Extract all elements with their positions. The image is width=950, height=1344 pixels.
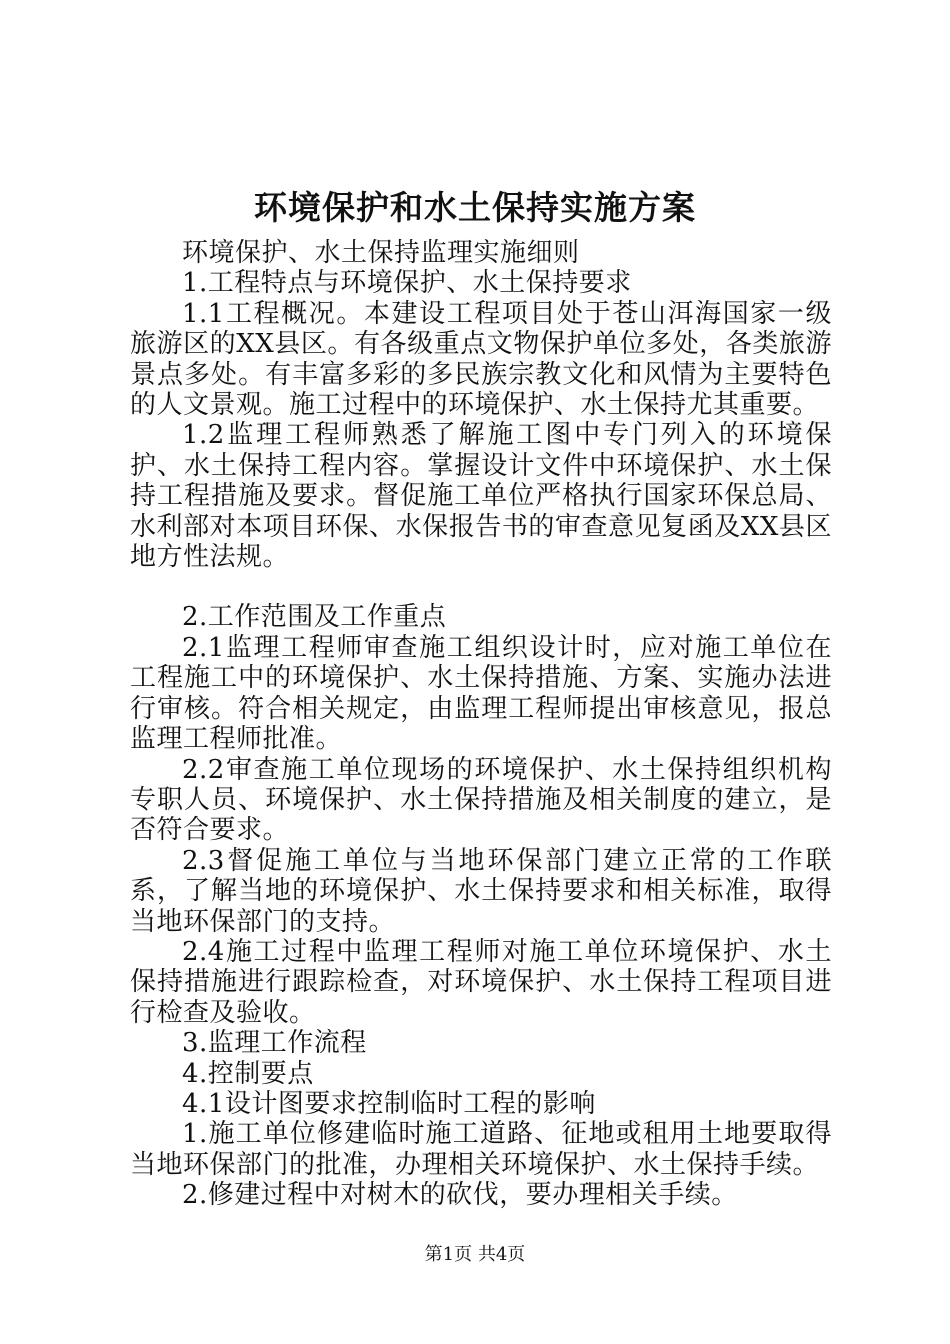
paragraph-2-3: 2.3督促施工单位与当地环保部门建立正常的工作联系，了解当地的环境保护、水土保持要求和相关标准，取得当地环保部门的支持。 [130, 845, 832, 937]
list-item-1: 1.施工单位修建临时施工道路、征地或租用土地要取得当地环保部门的批准，办理相关环境保护、水土保持手续。 [130, 1119, 832, 1180]
heading-section-1: 1.工程特点与环境保护、水土保持要求 [182, 268, 632, 299]
paragraph-subtitle: 环境保护、水土保持监理实施细则 [182, 238, 580, 268]
heading-section-4-1: 4.1设计图要求控制临时工程的影响 [182, 1088, 596, 1119]
paragraph-2-4: 2.4施工过程中监理工程师对施工单位环境保护、水土保持措施进行跟踪检查，对环境保护、水土保持工程项目进行检查及验收。 [130, 936, 832, 1028]
paragraph-1-1: 1.1工程概况。本建设工程项目处于苍山洱海国家一级旅游区的XX县区。有各级重点文物保护单位多处，各类旅游景点多处。有丰富多彩的多民族宗教文化和风情为主要特色的人文景观。施工过程中的环境保护、水土保持尤其重要。 [130, 298, 832, 421]
heading-section-3: 3.监理工作流程 [182, 1028, 367, 1059]
heading-section-4: 4.控制要点 [182, 1058, 314, 1089]
paragraph-2-2: 2.2审查施工单位现场的环境保护、水土保持组织机构专职人员、环境保护、水土保持措施及相关制度的建立，是否符合要求。 [130, 754, 832, 846]
document-title: 环境保护和水土保持实施方案 [254, 188, 696, 227]
document-body [130, 238, 832, 1211]
paragraph-1-2: 1.2监理工程师熟悉了解施工图中专门列入的环境保护、水土保持工程内容。掌握设计文件中环境保护、水土保持工程措施及要求。督促施工单位严格执行国家环保总局、水利部对本项目环保、水保报告书的审查意见复函及XX县区地方性法规。 [130, 420, 832, 573]
list-item-2: 2.修建过程中对树木的砍伐，要办理相关手续。 [182, 1180, 738, 1211]
paragraph-2-1: 2.1监理工程师审查施工组织设计时，应对施工单位在工程施工中的环境保护、水土保持措施、方案、实施办法进行审核。符合相关规定，由监理工程师提出审核意见，报总监理工程师批准。 [130, 632, 832, 755]
heading-section-2: 2.工作范围及工作重点 [182, 602, 447, 633]
page-footer: 第1页 共4页 [424, 1244, 526, 1265]
